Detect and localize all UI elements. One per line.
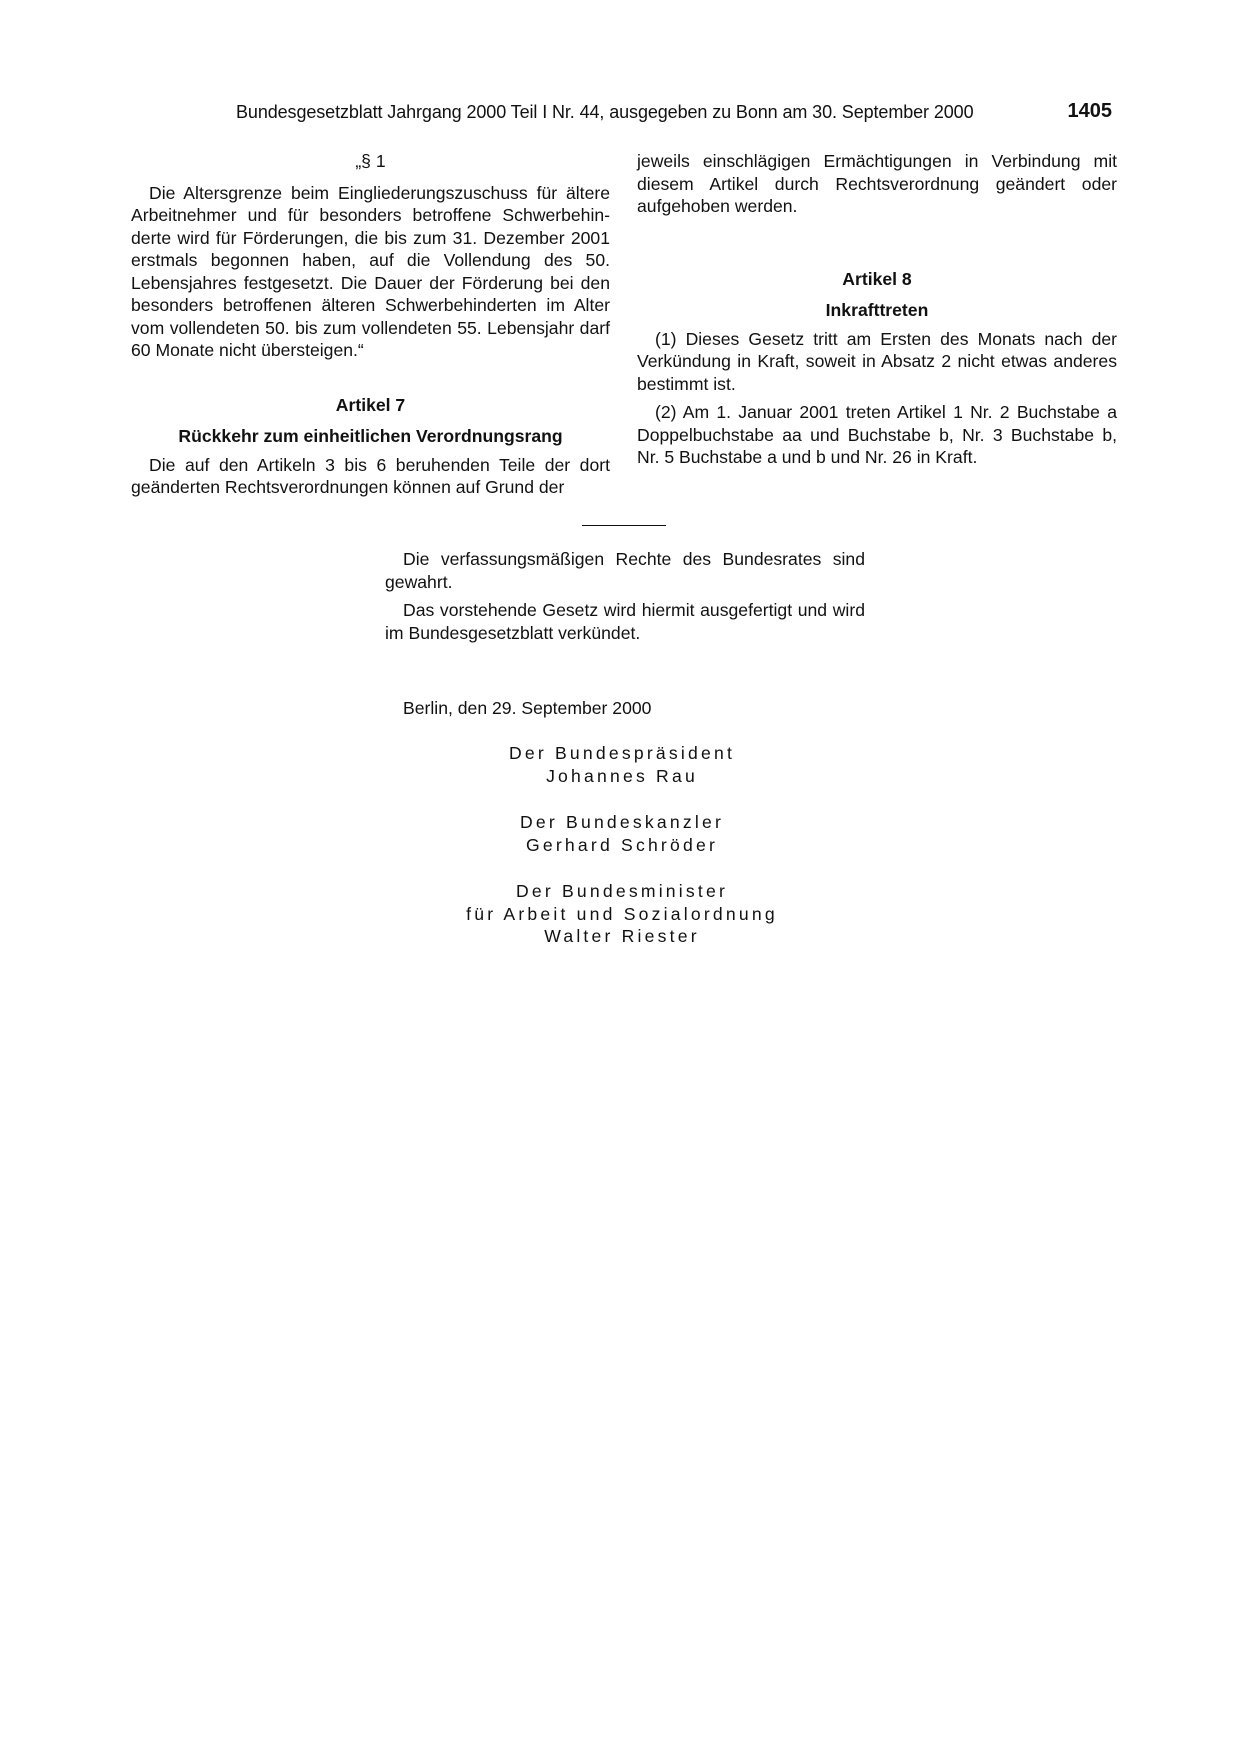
- signature-title-line-2: für Arbeit und Sozialordnung: [466, 903, 778, 924]
- article-8-number: Artikel 8: [842, 268, 912, 289]
- signature-name: Johannes Rau: [546, 765, 698, 786]
- signature-name: Gerhard Schröder: [525, 834, 719, 855]
- article-7-text: Die auf den Artikeln 3 bis 6 beruhenden Teile der dort geänderten Rechtsverordnungen können auf Grund der: [131, 454, 610, 497]
- section-heading: „§ 1: [355, 151, 386, 171]
- separator-rule: [582, 525, 666, 526]
- running-head: [236, 100, 1112, 126]
- page-number: 1405: [1067, 100, 1112, 122]
- closing-paragraph-2: Das vorstehende Gesetz wird hiermit ausgefertigt und wird im Bundesgesetzblatt verkündet.: [385, 600, 865, 643]
- signature-president: [400, 742, 844, 787]
- article-8-paragraph-1: (1) Dieses Gesetz tritt am Ersten des Monats nach der Verkündung in Kraft, soweit in Absatz 2 nicht etwas anderes bestimmt ist.: [637, 328, 1117, 394]
- signature-minister: [400, 880, 844, 948]
- article-7-title: Rückkehr zum einheitlichen Verordnungsrang: [178, 426, 563, 446]
- signature-chancellor: [400, 811, 844, 856]
- signature-title: Der Bundesminister: [515, 881, 729, 901]
- article-7: [131, 394, 610, 499]
- signature-title: Der Bundespräsident: [508, 743, 736, 763]
- closing-formula: [385, 548, 865, 644]
- article-8: [637, 268, 1117, 469]
- left-column: [131, 150, 610, 499]
- signature-title: Der Bundeskanzler: [519, 812, 725, 832]
- article-7-number: Artikel 7: [335, 394, 406, 415]
- article-8-paragraph-2: (2) Am 1. Januar 2001 treten Artikel 1 Nr. 2 Buchstabe a Doppelbuchstabe aa und Buchstabe b, Nr. 3 Buchstabe b, Nr. 5 Buchstabe a und b und Nr. 26 in Kraft.: [637, 402, 1117, 467]
- article-7-continuation: jeweils einschlägigen Ermächtigungen in Verbindung mit diesem Artikel durch Rechtsverordnung geändert oder aufgehoben werden.: [637, 151, 1117, 216]
- signature-block: [400, 742, 844, 948]
- right-column: [637, 150, 1117, 469]
- place-date: Berlin, den 29. September 2000: [403, 698, 652, 718]
- section-paragraph: Die Altersgrenze beim Eingliederungszuschuss für ältere Arbeitnehmer und für besonders betroffene Schwerbehinderte wird für Förderungen, die bis zum 31. Dezember 2001 erstmals begonnen haben, auf die Vollendung des 50. Lebensjahres festgesetzt. Die Dauer der Förderung bei den besonders betroffenen älteren Schwerbehinderten im Alter vom vollendeten 50. bis zum vollendeten 55. Lebensjahr darf 60 Monate nicht übersteigen.“: [131, 182, 610, 360]
- running-head-text: Bundesgesetzblatt Jahrgang 2000 Teil I Nr. 44, ausgegeben zu Bonn am 30. September 2000: [236, 102, 974, 122]
- signature-name: Walter Riester: [544, 926, 700, 946]
- article-8-title: Inkrafttreten: [825, 300, 929, 320]
- closing-paragraph-1: Die verfassungsmäßigen Rechte des Bundesrates sind gewahrt.: [385, 549, 865, 592]
